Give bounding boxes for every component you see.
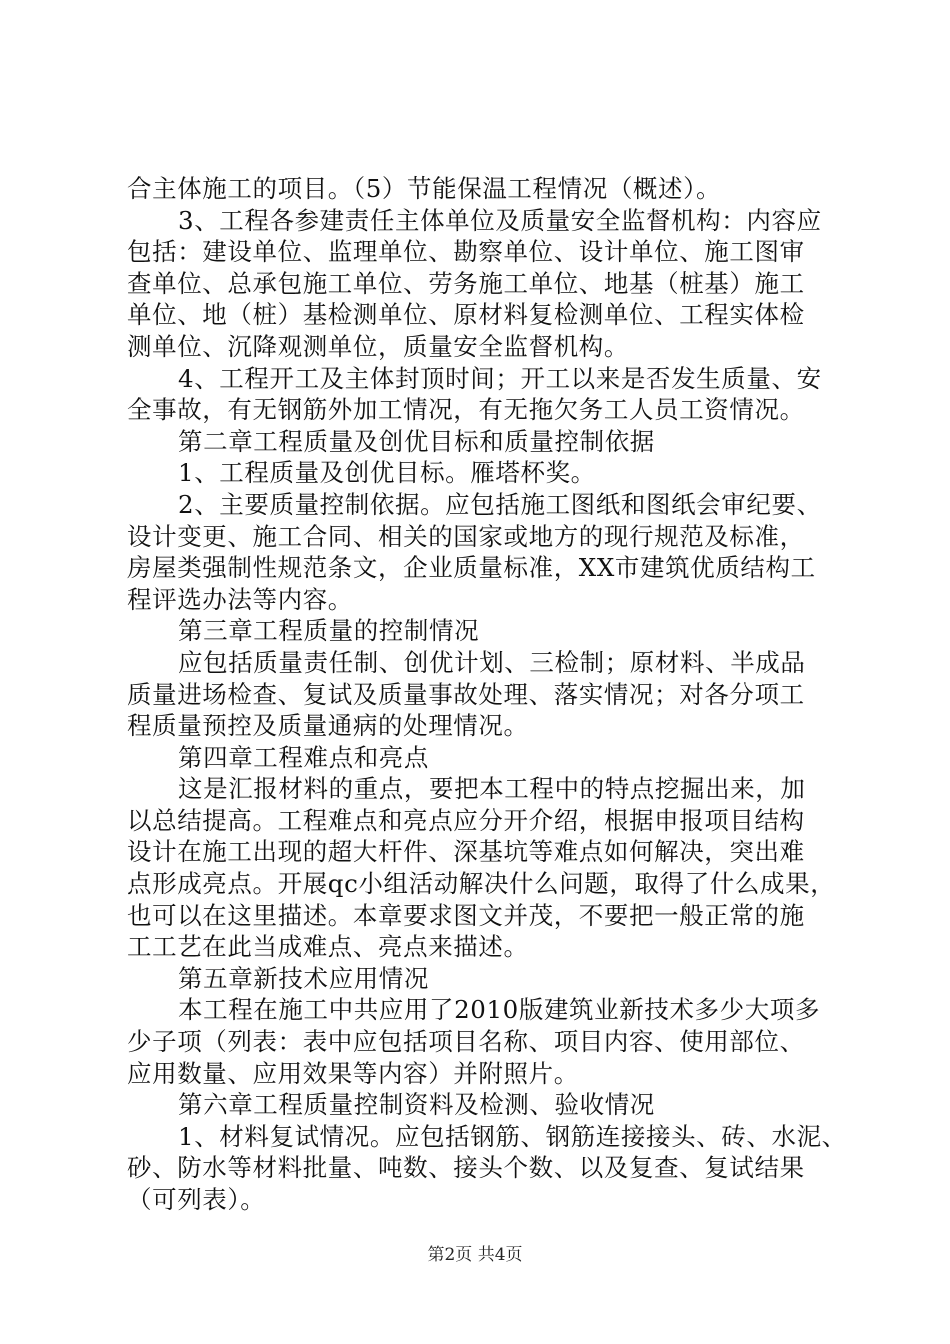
text-line: 也可以在这里描述。本章要求图文并茂，不要把一般正常的施 bbox=[127, 900, 805, 930]
text-line: 1、工程质量及创优目标。雁塔杯奖。 bbox=[178, 458, 596, 488]
text-line: 合主体施工的项目。（5）节能保温工程情况（概述）。 bbox=[127, 174, 722, 203]
text-line: 点形成亮点。开展qc小组活动解决什么问题，取得了什么成果， bbox=[127, 869, 836, 899]
text-line: 应用数量、应用效果等内容）并附照片。 bbox=[127, 1058, 579, 1088]
text-line: 砂、防水等材料批量、吨数、接头个数、以及复查、复试结果 bbox=[127, 1153, 805, 1183]
text-line: 房屋类强制性规范条文，企业质量标准，XX市建筑优质结构工 bbox=[127, 553, 816, 583]
text-line: 第二章工程质量及创优目标和质量控制依据 bbox=[178, 426, 655, 456]
page-footer: 第2页 共4页 bbox=[427, 1245, 523, 1265]
text-line: 第三章工程质量的控制情况 bbox=[178, 616, 480, 646]
text-line: 4、工程开工及主体封顶时间；开工以来是否发生质量、安 bbox=[178, 363, 822, 393]
text-line: 少子项（列表：表中应包括项目名称、项目内容、使用部位、 bbox=[127, 1027, 805, 1057]
text-line: 第六章工程质量控制资料及检测、验收情况 bbox=[178, 1090, 655, 1120]
text-line: 程评选办法等内容。 bbox=[127, 584, 353, 614]
text-line: 查单位、总承包施工单位、劳务施工单位、地基（桩基）施工 bbox=[127, 268, 805, 298]
text-line: 3、工程各参建责任主体单位及质量安全监督机构：内容应 bbox=[178, 205, 822, 235]
text-line: 这是汇报材料的重点，要把本工程中的特点挖掘出来，加 bbox=[178, 774, 806, 804]
text-line: 工工艺在此当成难点、亮点来描述。 bbox=[127, 932, 529, 962]
text-line: 1、材料复试情况。应包括钢筋、钢筋连接接头、砖、水泥、 bbox=[178, 1121, 847, 1151]
document-body bbox=[127, 173, 847, 1216]
text-line: 应包括质量责任制、创优计划、三检制；原材料、半成品 bbox=[178, 647, 806, 677]
text-line: 包括：建设单位、监理单位、勘察单位、设计单位、施工图审 bbox=[127, 237, 805, 267]
text-line: 程质量预控及质量通病的处理情况。 bbox=[127, 711, 529, 741]
text-line: 设计变更、施工合同、相关的国家或地方的现行规范及标准， bbox=[127, 521, 805, 551]
text-line: 设计在施工出现的超大杆件、深基坑等难点如何解决，突出难 bbox=[127, 837, 805, 867]
text-line: 单位、地（桩）基检测单位、原材料复检测单位、工程实体检 bbox=[127, 300, 805, 330]
text-line: 本工程在施工中共应用了2010版建筑业新技术多少大项多 bbox=[178, 995, 821, 1025]
text-line: 2、主要质量控制依据。应包括施工图纸和图纸会审纪要、 bbox=[178, 489, 822, 519]
text-line: 以总结提高。工程难点和亮点应分开介绍，根据申报项目结构 bbox=[127, 805, 805, 835]
text-line: （可列表）。 bbox=[127, 1185, 266, 1214]
text-line: 第四章工程难点和亮点 bbox=[178, 742, 429, 772]
text-line: 测单位、沉降观测单位，质量安全监督机构。 bbox=[127, 331, 629, 361]
text-line: 全事故，有无钢筋外加工情况，有无拖欠务工人员工资情况。 bbox=[127, 395, 805, 425]
text-line: 第五章新技术应用情况 bbox=[178, 963, 429, 993]
text-line: 质量进场检查、复试及质量事故处理、落实情况；对各分项工 bbox=[127, 679, 805, 709]
